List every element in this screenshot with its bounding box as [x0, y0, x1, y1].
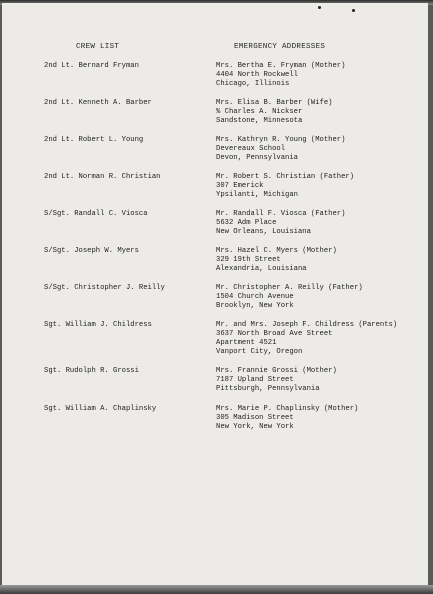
address-line: Pittsburgh, Pennsylvania [216, 385, 320, 393]
crew-member-name: S/Sgt. Joseph W. Myers [44, 247, 139, 255]
punch-mark [352, 9, 355, 12]
address-line: Mrs. Elisa B. Barber (Wife) [216, 99, 333, 107]
crew-member-name: 2nd Lt. Norman R. Christian [44, 173, 161, 181]
address-line: Devereaux School [216, 145, 286, 153]
address-line: Mrs. Marie P. Chaplinsky (Mother) [216, 405, 359, 413]
emergency-address [216, 210, 345, 237]
document-page [2, 3, 428, 587]
emergency-address [216, 284, 363, 311]
crew-member-name: Sgt. William A. Chaplinsky [44, 405, 157, 413]
emergency-address [216, 136, 345, 163]
address-line: Mrs. Bertha E. Fryman (Mother) [216, 62, 346, 70]
address-line: Ypsilanti, Michigan [216, 191, 298, 199]
address-line: Vanport City, Oregon [216, 348, 303, 356]
address-line: Apartment 4521 [216, 339, 277, 347]
emergency-address [216, 321, 397, 357]
crew-member-name: 2nd Lt. Kenneth A. Barber [44, 99, 152, 107]
address-line: 4404 North Rockwell [216, 71, 298, 79]
crew-member-name: S/Sgt. Randall C. Viosca [44, 210, 148, 218]
address-line: 305 Madison Street [216, 414, 294, 422]
address-line: Mr. and Mrs. Joseph F. Childress (Parents) [216, 321, 398, 329]
address-line: 5632 Adm Place [216, 219, 277, 227]
emergency-addresses-heading: EMERGENCY ADDRESSES [234, 43, 326, 51]
address-line: Mrs. Kathryn R. Young (Mother) [216, 136, 346, 144]
address-line: 307 Emerick [216, 182, 264, 190]
emergency-address [216, 405, 358, 432]
address-line: 1504 Church Avenue [216, 293, 294, 301]
address-line: Chicago, Illinois [216, 80, 290, 88]
crew-member-name: 2nd Lt. Bernard Fryman [44, 62, 139, 70]
emergency-address [216, 247, 337, 274]
address-line: 7187 Upland Street [216, 376, 294, 384]
address-line: 3637 North Broad Ave Street [216, 330, 333, 338]
address-line: Mrs. Hazel C. Myers (Mother) [216, 247, 337, 255]
address-line: New Orleans, Louisiana [216, 228, 311, 236]
address-line: Alexandria, Louisiana [216, 265, 307, 273]
crew-list-heading: CREW LIST [76, 43, 120, 51]
crew-member-name: Sgt. Rudolph R. Grossi [44, 367, 139, 375]
emergency-address [216, 62, 345, 89]
address-line: Brooklyn, New York [216, 302, 294, 310]
crew-member-name: Sgt. William J. Childress [44, 321, 152, 329]
address-line: Sandstone, Minnesota [216, 117, 303, 125]
emergency-address [216, 173, 354, 200]
address-line: Mr. Robert S. Christian (Father) [216, 173, 355, 181]
emergency-address [216, 367, 337, 394]
address-line: Mr. Randall F. Viosca (Father) [216, 210, 346, 218]
punch-mark [318, 6, 321, 9]
address-line: New York, New York [216, 423, 294, 431]
address-line: Mrs. Frannie Grossi (Mother) [216, 367, 337, 375]
address-line: Mr. Christopher A. Reilly (Father) [216, 284, 363, 292]
crew-member-name: S/Sgt. Christopher J. Reilly [44, 284, 165, 292]
address-line: 329 19th Street [216, 256, 281, 264]
emergency-address [216, 99, 332, 126]
address-line: Devon, Pennsylvania [216, 154, 298, 162]
scan-bottom-edge [0, 585, 433, 594]
crew-member-name: 2nd Lt. Robert L. Young [44, 136, 144, 144]
address-line: % Charles A. Nickser [216, 108, 303, 116]
